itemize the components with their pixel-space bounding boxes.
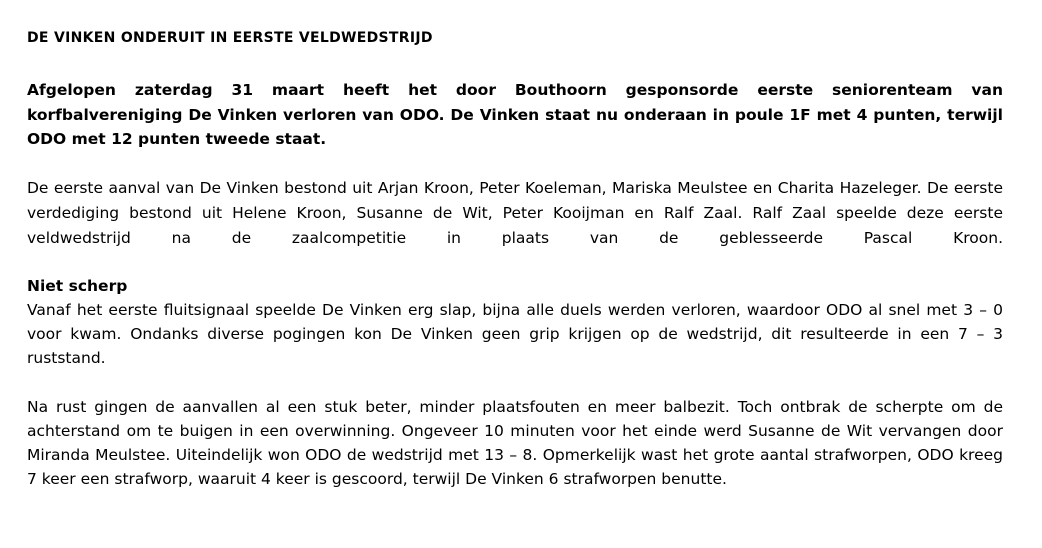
second-half-paragraph: Na rust gingen de aanvallen al een stuk beter, minder plaatsfouten en meer balbezit. Toch ontbrak de scherpte om de achterstand om te buigen in een overwinning. Ongeveer 10 minuten voor het einde werd Susanne de Wit vervangen door Miranda Meulstee. Uiteindelijk won ODO de wedstrijd met 13 – 8. Opmerkelijk wast het grote aantal strafworpen, ODO kreeg 7 keer een strafworp, waaruit 4 keer is gescoord, terwijl De Vinken 6 strafworpen benutte. [27,397,1003,488]
section-subheading: Niet scherp [27,276,128,295]
first-half-paragraph: Vanaf het eerste fluitsignaal speelde De Vinken erg slap, bijna alle duels werden verloren, waardoor ODO al snel met 3 – 0 voor kwam. Ondanks diverse pogingen kon De Vinken geen grip krijgen op de wedstrijd, dit resulteerde in een 7 – 3 ruststand. [27,300,1003,367]
article-headline: DE VINKEN ONDERUIT IN EERSTE VELDWEDSTRIJD [27,30,433,46]
article-lead: Afgelopen zaterdag 31 maart heeft het door Bouthoorn gesponsorde eerste seniorenteam van korfbalvereniging De Vinken verloren van ODO. De Vinken staat nu onderaan in poule 1F met 4 punten, terwijl ODO met 12 punten tweede staat. [27,81,1003,148]
lineup-paragraph: De eerste aanval van De Vinken bestond uit Arjan Kroon, Peter Koeleman, Mariska Meulstee en Charita Hazeleger. De eerste verdediging bestond uit Helene Kroon, Susanne de Wit, Peter Kooijman en Ralf Zaal. Ralf Zaal speelde deze eerste veldwedstrijd na de zaalcompetitie in plaats van de geblesseerde Pascal Kroon. [27,178,1003,247]
article [27,29,1003,516]
